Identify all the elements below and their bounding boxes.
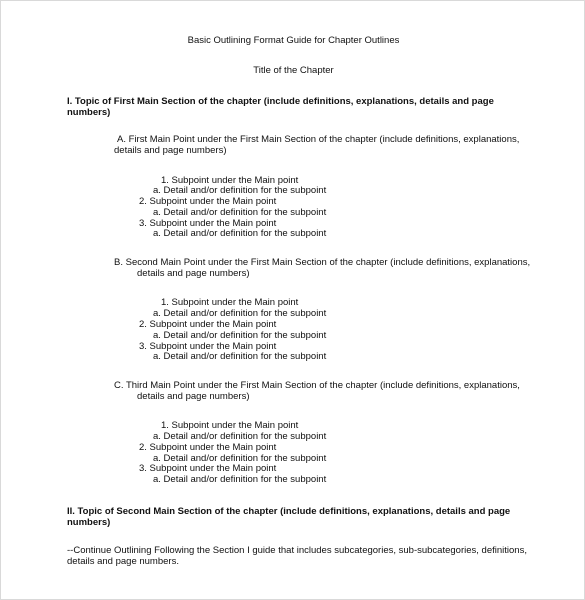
- point-b-subpoint-3: 3. Subpoint under the Main point: [139, 341, 277, 352]
- point-a-subpoint-1: 1. Subpoint under the Main point: [161, 175, 299, 186]
- document-title: Basic Outlining Format Guide for Chapter Outlines: [187, 35, 400, 46]
- point-b-subpoint-1: 1. Subpoint under the Main point: [161, 297, 299, 308]
- point-c-detail-2: a. Detail and/or definition for the subpoint: [153, 453, 327, 464]
- point-b-line2: details and page numbers): [137, 268, 250, 279]
- continue-note-line2: details and page numbers.: [67, 556, 179, 567]
- point-b-subpoint-2: 2. Subpoint under the Main point: [139, 319, 277, 330]
- point-b-line1: B. Second Main Point under the First Main Section of the chapter (include definitions, explanations,: [114, 257, 531, 268]
- point-a-subpoint-3: 3. Subpoint under the Main point: [139, 218, 277, 229]
- point-a-detail-2: a. Detail and/or definition for the subpoint: [153, 207, 327, 218]
- chapter-title: Title of the Chapter: [253, 65, 334, 76]
- point-c-subpoint-2: 2. Subpoint under the Main point: [139, 442, 277, 453]
- point-c-subpoint-1: 1. Subpoint under the Main point: [161, 420, 299, 431]
- point-b-detail-3: a. Detail and/or definition for the subpoint: [153, 351, 327, 362]
- point-a-line2: details and page numbers): [114, 145, 227, 156]
- point-c-line2: details and page numbers): [137, 391, 250, 402]
- section-two-heading-line2: numbers): [67, 517, 111, 528]
- point-a-detail-1: a. Detail and/or definition for the subpoint: [153, 185, 327, 196]
- continue-note-line1: --Continue Outlining Following the Section I guide that includes subcategories, sub-subcategories, definitions,: [67, 545, 527, 556]
- section-one-heading-line1: I. Topic of First Main Section of the chapter (include definitions, explanations, details and page: [67, 96, 494, 107]
- section-two-heading-line1: II. Topic of Second Main Section of the chapter (include definitions, explanations, details and page: [67, 506, 511, 517]
- point-c-detail-3: a. Detail and/or definition for the subpoint: [153, 474, 327, 485]
- point-b-detail-2: a. Detail and/or definition for the subpoint: [153, 330, 327, 341]
- point-c-detail-1: a. Detail and/or definition for the subpoint: [153, 431, 327, 442]
- point-a-detail-3: a. Detail and/or definition for the subpoint: [153, 228, 327, 239]
- section-one-heading-line2: numbers): [67, 107, 111, 118]
- point-c-subpoint-3: 3. Subpoint under the Main point: [139, 463, 277, 474]
- point-c-line1: C. Third Main Point under the First Main Section of the chapter (include definitions, explanations,: [114, 380, 520, 391]
- point-a-subpoint-2: 2. Subpoint under the Main point: [139, 196, 277, 207]
- point-b-detail-1: a. Detail and/or definition for the subpoint: [153, 308, 327, 319]
- point-a-line1: A. First Main Point under the First Main Section of the chapter (include definitions, explanations,: [117, 134, 520, 145]
